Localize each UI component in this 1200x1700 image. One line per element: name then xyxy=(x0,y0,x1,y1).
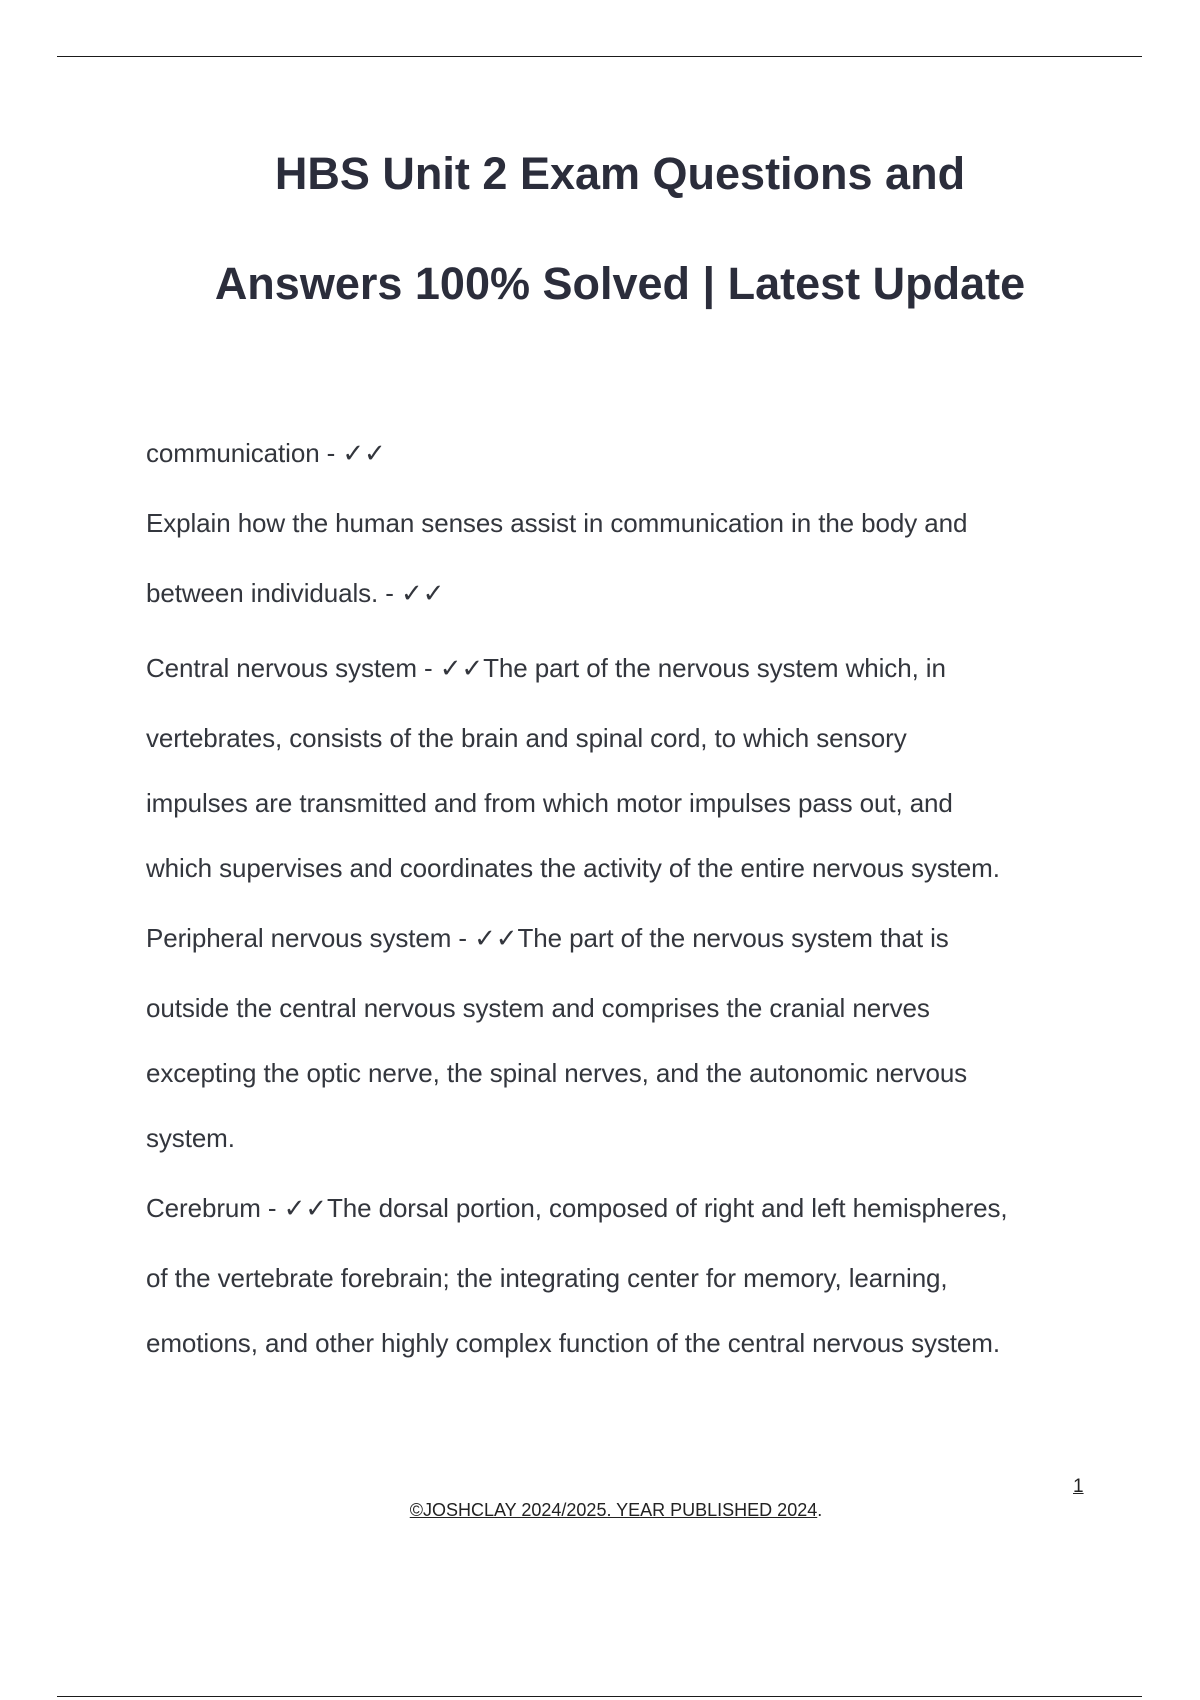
body-line: vertebrates, consists of the brain and spinal cord, to which sensory xyxy=(146,723,907,753)
body-line: Central nervous system - ✓✓The part of the nervous system which, in xyxy=(146,653,946,683)
body-line: between individuals. - ✓✓ xyxy=(146,578,445,608)
body-line: Peripheral nervous system - ✓✓The part of the nervous system that is xyxy=(146,923,949,953)
body-line: Explain how the human senses assist in communication in the body and xyxy=(146,508,968,538)
copyright-footer xyxy=(0,1500,1200,1521)
document-title-line-2: Answers 100% Solved | Latest Update xyxy=(214,258,1026,309)
body-line: system. xyxy=(146,1123,235,1153)
body-line: which supervises and coordinates the activity of the entire nervous system. xyxy=(146,853,1000,883)
document-title-line-1: HBS Unit 2 Exam Questions and xyxy=(274,148,966,199)
page-number: 1 xyxy=(1073,1476,1084,1497)
body-line: outside the central nervous system and comprises the cranial nerves xyxy=(146,993,930,1023)
body-line: impulses are transmitted and from which motor impulses pass out, and xyxy=(146,788,953,818)
body-line: of the vertebrate forebrain; the integrating center for memory, learning, xyxy=(146,1263,948,1293)
copyright-text: ©JOSHCLAY 2024/2025. YEAR PUBLISHED 2024 xyxy=(409,1500,818,1520)
body-line: communication - ✓✓ xyxy=(146,438,386,468)
body-line: excepting the optic nerve, the spinal nerves, and the autonomic nervous xyxy=(146,1058,968,1088)
bottom-rule xyxy=(57,1696,1142,1697)
top-rule xyxy=(57,56,1142,57)
body-line: Cerebrum - ✓✓The dorsal portion, composed of right and left hemispheres, xyxy=(146,1193,1008,1223)
copyright-period: . xyxy=(817,1500,823,1520)
body-line: emotions, and other highly complex function of the central nervous system. xyxy=(146,1328,1000,1358)
